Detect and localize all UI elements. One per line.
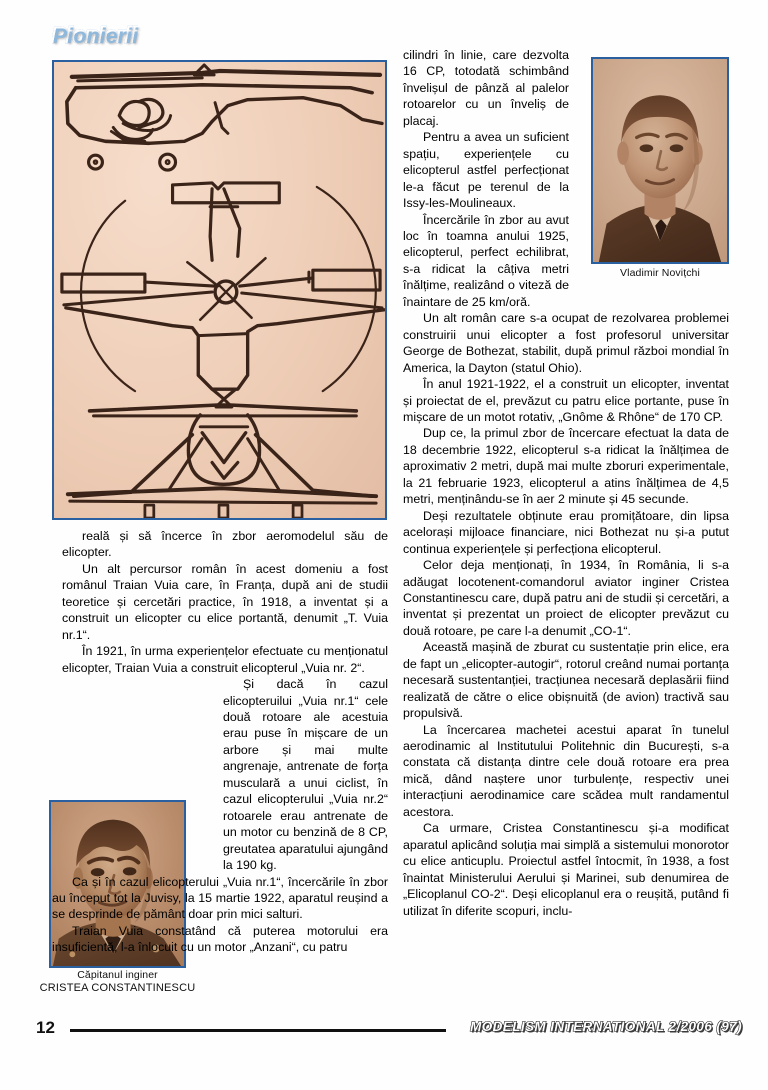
caption-cristea-line2: CRISTEA CONSTANTINESCU <box>39 981 196 994</box>
page-title-text: Pionierii <box>52 24 138 47</box>
text-wrap-around-portrait-novitchi <box>579 47 729 279</box>
caption-cristea <box>34 969 201 994</box>
paragraph: Ca și în cazul elicopterului „Vuia nr.1“, încercările în zbor au început tot la Juvisy, la 15 martie 1922, aparatul reușind a se desprinde de pământ doar prin mici salturi. <box>52 874 388 922</box>
footer-divider <box>70 1029 446 1032</box>
paragraph: Dup ce, la primul zbor de încercare efectuat la data de 18 decembrie 1922, elicopterul s-a ridicat la înălțimea de aproximativ 2 metri, după mai multe zboruri experimentale, la 21 februarie 1923, elicopterul a atins înălțimea de 4,5 metri, menținându-se în aer 2 minute și 45 secunde. <box>403 426 729 507</box>
paragraph: Ca urmare, Cristea Constantinescu și-a modificat aparatul aplicând soluția mai simplă a sistemului monorotor cu elice anticuplu. Proiectul astfel întocmit, în 1938, a fost înaintat Ministerului Aerului și Marinei, sub denumirea de „Elicoplanul CO-2“. Deși elicoplanul era o reușită, putând fi utilizat în diferite scopuri, inclu- <box>403 821 729 918</box>
page-title <box>52 24 138 48</box>
caption-cristea-line1: Căpitanul inginer <box>77 969 158 981</box>
body-text-left-column <box>52 528 388 956</box>
paragraph: Această mașină de zburat cu sustentație prin elice, era de fapt un „elicopter-autogir“, rotorul creând numai portanța necesară sustentanției, tracțiunea necesară deplasării fiind realizată de către o elice obișnuită (de avion) tractivă sau propulsivă. <box>403 640 729 721</box>
text-wrap-around-portrait-cristea <box>62 676 213 862</box>
paragraph: Deși rezultatele obținute erau promițătoare, din lipsa acelorași mijloace financiare, nici Bothezat nu și-a putut continua experiențele și perfecționa elicopterul. <box>403 508 729 556</box>
paragraph: Un alt român care s-a ocupat de rezolvarea problemei construirii unui elicopter a fost profesorul universitar George de Bothezat, stabilit, după primul război mondial în America, la Dayton (statul Ohio). <box>403 311 729 375</box>
magazine-masthead: MODELISM INTERNATIONAL 2/2006 (97) <box>470 1019 742 1034</box>
paragraph: Și dacă în cazul elicopteruilui „Vuia nr.1“ cele două rotoare ale acestuia erau puse în mișcare de un arbore și mai multe angrenaje, antrenate de forța musculară a unui ciclist, în cazul elicopterului „Vuia nr.2“ rotoarele erau antrenate de un motor cu benzină de 8 CP, greutatea aparatului ajungând la 190 kg. <box>223 677 388 873</box>
helicopter-three-view-drawing <box>54 62 385 518</box>
paragraph: Un alt percursor român în acest domeniu a fost românul Traian Vuia care, în Franța, după ani de studii teoretice și cercetări practice, în 1918, a inventat și a construit un elicopter cu elice portantă, denumit „T. Vuia nr.1“. <box>62 561 388 642</box>
body-text-right-column <box>403 47 729 919</box>
paragraph: Celor deja menționați, în 1934, în România, li s-a adăugat locotenent-comandorul aviator inginer Cristea Constantinescu care, după patru ani de studii și cercetări, a inventat și prezentat un proiect de elicopter prevăzut cu două rotoare, pe care l-a denumit „CO-1“. <box>403 558 729 638</box>
paragraph: Încercările în zbor au avut loc în toamna anului 1925, elicopterul, perfect echilibrat, s-a ridicat la câțiva metri înălțime, realizând o viteză de înaintare de 25 km/oră. <box>403 212 569 309</box>
paragraph: cilindri în linie, care dezvolta 16 CP, totodată schimbând învelișul de pânză al palelor rotoarelor cu un înveliș de placaj. <box>403 48 569 128</box>
figure-helicopter-drawing <box>52 60 387 520</box>
caption-novitchi-text: Vladimir Novițchi <box>620 267 700 279</box>
page-footer <box>0 1018 768 1050</box>
paragraph: reală și să încerce în zbor aeromodelul său de elicopter. <box>62 529 388 560</box>
page-number: 12 <box>36 1018 55 1037</box>
paragraph: Traian Vuia constatând că puterea motorului era insuficientă, l-a înlocuit cu un motor „Anzani“, cu patru <box>52 923 388 955</box>
paragraph: În 1921, în urma experiențelor efectuate cu menționatul elicopter, Traian Vuia a construit elicopterul „Vuia nr. 2“. <box>62 644 388 675</box>
paragraph: În anul 1921-1922, el a construit un elicopter, inventat și proiectat de el, prevăzut cu patru elice portante, puse în mișcare de un motot rotativ, „Gnôme & Rhône“ de 170 CP. <box>403 377 729 424</box>
paragraph: Pentru a avea un suficient spațiu, experiențele cu elicopterul astfel perfecționat le-a făcut pe terenul de la Issy-les-Moulineaux. <box>403 130 569 211</box>
paragraph: La încercarea machetei acestui aparat în tunelul aerodinamic al Institutului Politehnic din București, s-a constata că distanța dintre cele două rotoare era prea mică, dând naștere unor turbulențe, respectiv unei interacțiuni aerodinamice care scădea mult randamentul acestora. <box>403 722 729 819</box>
